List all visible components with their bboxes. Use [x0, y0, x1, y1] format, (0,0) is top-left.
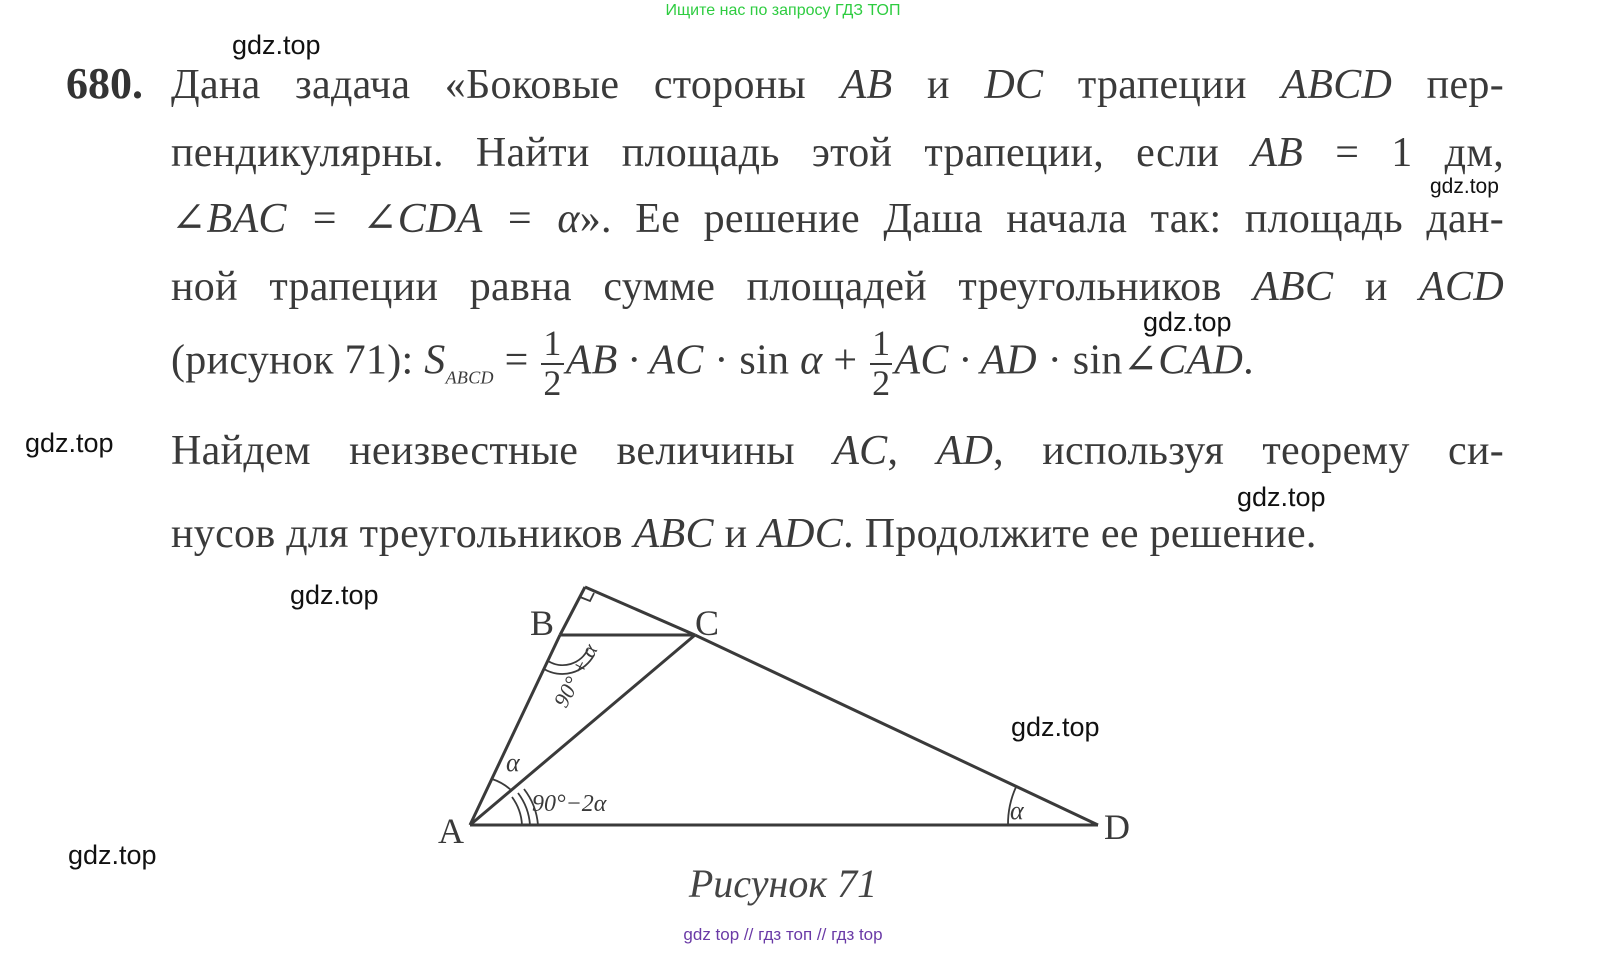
- angle-a-top-label: α: [506, 748, 520, 777]
- problem-formula-line: (рисунок 71): $S_{ABCD}$ = $\frac{1}{2}$ AB · AC · sin α + $\frac{1}{2}$ AC · AD · sin∠CAD.: [171, 323, 1254, 403]
- extension-dc: [585, 587, 695, 635]
- problem-line-7: нусов для треугольников ABC и ADC. Продолжите ее решение.: [171, 511, 1317, 557]
- angle-a-bottom-label: 90°−2α: [532, 791, 607, 817]
- watermark: gdz.top: [1237, 482, 1326, 512]
- problem-line-2: пендикулярны. Найти площадь этой трапеции, если AB = 1 дм,: [171, 130, 1504, 176]
- angle-a-top-arc: [492, 779, 512, 791]
- watermark: gdz.top: [232, 30, 321, 60]
- angle-b-label: 90° + α: [548, 639, 603, 712]
- problem-line-1: Дана задача «Боковые стороны AB и DC трапеции ABCD пер-: [171, 62, 1504, 108]
- fraction-half: $\frac{1}{2}$: [543, 323, 562, 403]
- side-cd: [695, 635, 1098, 825]
- watermark: gdz.top: [1143, 307, 1232, 337]
- vertex-a-label: A: [438, 811, 464, 851]
- angle-d-label: α: [1010, 796, 1024, 825]
- problem-line-6: Найдем неизвестные величины AC, AD, используя теорему си-: [171, 428, 1505, 474]
- problem-line-4: ной трапеции равна сумме площадей треугольников ABC и ACD: [171, 264, 1504, 310]
- watermark: gdz.top: [1430, 175, 1499, 198]
- watermark: gdz.top: [1011, 712, 1100, 742]
- vertex-c-label: C: [695, 603, 720, 643]
- vertex-d-label: D: [1104, 807, 1130, 847]
- vertex-b-label: B: [530, 603, 555, 643]
- footer-links[interactable]: gdz top // гдз топ // гдз top: [683, 925, 883, 944]
- fraction-half: $\frac{1}{2}$: [872, 323, 891, 403]
- angle-a-bottom-arc: [512, 797, 522, 825]
- watermark: gdz.top: [25, 428, 114, 458]
- problem-number: 680.: [66, 59, 143, 108]
- problem-line-3: ∠BAC = ∠CDA = α». Ее решение Даша начала так: площадь дан-: [171, 196, 1505, 242]
- figure-caption: Рисунок 71: [688, 861, 878, 906]
- search-banner: Ищите нас по запросу ГДЗ ТОП: [665, 2, 901, 19]
- extension-ab: [560, 587, 585, 635]
- watermark: gdz.top: [290, 580, 379, 610]
- angle-a-bottom-arc: [518, 793, 530, 825]
- watermark: gdz.top: [68, 840, 157, 870]
- trapezoid-figure: [420, 575, 1160, 865]
